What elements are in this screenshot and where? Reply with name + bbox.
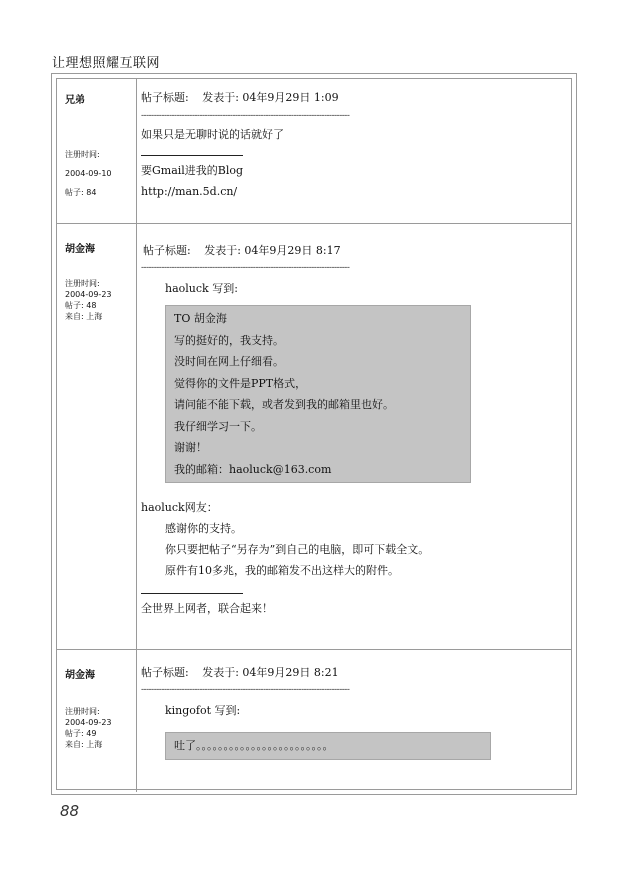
signature-link[interactable]: http://man.5d.cn/	[141, 185, 238, 198]
reply-line: 原件有10多兆，我的邮箱发不出这样大的附件。	[165, 564, 399, 577]
post-row	[57, 223, 571, 650]
page-number: 88	[60, 802, 80, 820]
quote-box	[165, 305, 471, 483]
post-row	[57, 649, 571, 792]
author-location: 来自: 上海	[65, 312, 103, 321]
reply-line: 你只要把帖子“另存为”到自己的电脑，即可下载全文。	[165, 543, 430, 556]
post-header	[141, 242, 565, 258]
post-author: 胡金海	[65, 244, 95, 255]
register-label: 注册时间:	[65, 150, 100, 159]
post-content	[141, 89, 565, 202]
post-date: 发表于: 04年9月29日 1:09	[202, 91, 339, 104]
author-location: 来自: 上海	[65, 740, 103, 749]
post-author: 兄弟	[65, 95, 85, 106]
quote-line: 请问能不能下载，或者发到我的邮箱里也好。	[174, 398, 394, 411]
post-content	[141, 664, 565, 760]
forum-thread-table	[56, 78, 572, 790]
column-divider	[136, 650, 137, 792]
reply-line: 感谢你的支持。	[165, 522, 242, 535]
post-title-label: 帖子标题:	[143, 244, 191, 257]
post-title-label: 帖子标题:	[141, 91, 189, 104]
quote-line: 没时间在网上仔细看。	[174, 355, 284, 368]
separator-line: ----------------------------------------------------------------------------------	[141, 685, 350, 695]
post-count: 帖子: 49	[65, 729, 97, 738]
separator-line: ----------------------------------------------------------------------------------	[141, 111, 350, 121]
signature-divider	[141, 593, 243, 594]
reply-intro: haoluck网友：	[141, 501, 218, 514]
quote-line: 我仔细学习一下。	[174, 419, 262, 433]
quote-line: 我的邮箱：haoluck@163.com	[174, 462, 332, 476]
author-meta	[65, 145, 135, 202]
column-divider	[136, 224, 137, 650]
running-title: 让理想照耀互联网	[52, 56, 161, 71]
register-label: 注册时间:	[65, 279, 100, 288]
register-date: 2004-09-10	[65, 169, 112, 178]
post-author: 胡金海	[65, 670, 95, 681]
quote-line: TO 胡金海	[174, 312, 227, 325]
quote-author-label: kingofot 写到:	[165, 704, 241, 717]
register-date: 2004-09-23	[65, 290, 112, 299]
separator-line: ----------------------------------------------------------------------------------	[141, 263, 350, 273]
register-date: 2004-09-23	[65, 718, 112, 727]
forum-thread-frame	[51, 73, 577, 795]
quote-line: 写的挺好的，我支持。	[174, 333, 284, 347]
post-row	[57, 79, 571, 223]
author-meta	[65, 278, 135, 322]
signature-divider	[141, 155, 243, 156]
signature-line: 全世界上网者，联合起来！	[141, 602, 273, 615]
post-title-label: 帖子标题:	[141, 666, 189, 679]
column-divider	[136, 79, 137, 223]
author-meta	[65, 706, 135, 750]
post-content	[141, 242, 565, 619]
quote-box	[165, 732, 491, 760]
quote-line: 谢谢！	[174, 441, 207, 454]
quote-line: 觉得你的文件是PPT格式，	[174, 376, 307, 390]
quote-line: 吐了。。。。。。。。。。。。。。。。。。。。。。。。	[174, 739, 334, 752]
post-date: 发表于: 04年9月29日 8:17	[204, 244, 341, 257]
post-date: 发表于: 04年9月29日 8:21	[202, 666, 339, 679]
post-header	[141, 89, 565, 105]
quote-author-label: haoluck 写到:	[165, 282, 238, 295]
signature-line: 要Gmail进我的Blog	[141, 164, 244, 177]
post-header	[141, 664, 565, 680]
register-label: 注册时间:	[65, 707, 100, 716]
post-count: 帖子: 84	[65, 188, 97, 197]
post-body-line: 如果只是无聊时说的话就好了	[141, 128, 284, 141]
post-count: 帖子: 48	[65, 301, 97, 310]
